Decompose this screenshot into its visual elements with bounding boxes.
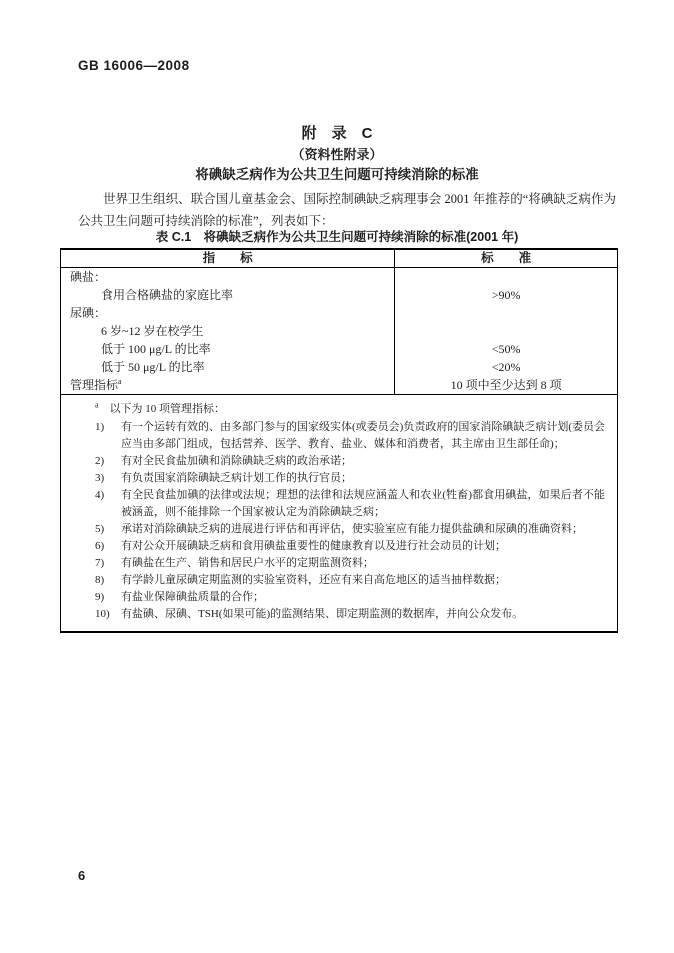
footnote-item: [95, 487, 605, 521]
indicator-cell: 食用合格碘盐的家庭比率: [61, 286, 395, 304]
indicator-cell: 尿碘：: [61, 304, 395, 322]
footnote-item-number: 3): [95, 472, 105, 484]
footnote-item: [95, 538, 605, 555]
footnote-item-number: 4): [95, 489, 105, 501]
footnote-item-number: 8): [95, 574, 105, 586]
table-caption: 表 C.1 将碘缺乏病作为公共卫生问题可持续消除的标准(2001 年): [155, 230, 519, 244]
footnote-item-text: 有盐业保障碘盐质量的合作；: [121, 591, 264, 603]
footnote-item-text: 有全民食盐加碘的法律或法规；理想的法律和法规应涵盖人和农业(牲畜)都食用碘盐，如果后者不能被涵盖，则不能排除一个国家被认定为消除碘缺乏病；: [121, 489, 605, 518]
standard-cell: <20%: [491, 360, 521, 374]
appendix-name: 将碘缺乏病作为公共卫生问题可持续消除的标准: [195, 167, 479, 182]
footnote-list: [95, 419, 605, 623]
standard-cell: 10 项中至少达到 8 项: [450, 378, 562, 392]
footnote-cell: [61, 395, 618, 633]
indicator-cell: 低于 100 μg/L 的比率: [61, 340, 395, 358]
footnote-item: [95, 419, 605, 453]
table-row: [61, 376, 618, 395]
standard-cell: >90%: [491, 288, 521, 302]
footnote-item-number: 1): [95, 421, 105, 433]
footnote-item-text: 有对公众开展碘缺乏病和食用碘盐重要性的健康教育以及进行社会动员的计划；: [121, 540, 506, 552]
table-row: [61, 340, 618, 358]
footnote-item-text: 有学龄儿童尿碘定期监测的实验室资料，还应有来自高危地区的适当抽样数据；: [121, 574, 506, 586]
footnote-row: [61, 395, 618, 633]
footnote-item-number: 9): [95, 591, 105, 603]
footnote-item-number: 7): [95, 557, 105, 569]
footnote-item-number: 6): [95, 540, 105, 552]
standard-cell: <50%: [491, 342, 521, 356]
footnote-item-number: 5): [95, 523, 105, 535]
table-body: [61, 268, 618, 395]
column-header-indicator: 指 标: [61, 249, 395, 268]
appendix-subtitle: （资料性附录）: [291, 147, 383, 162]
table-header: [61, 249, 618, 268]
standard-number: GB 16006—2008: [78, 58, 190, 73]
page-number: 6: [78, 868, 86, 883]
footnote-lead-text: 以下为 10 项管理指标：: [109, 403, 226, 415]
table-row: [61, 304, 618, 322]
standards-table: [60, 248, 618, 633]
footnote-item: [95, 521, 605, 538]
footnote-item: [95, 555, 605, 572]
footnote-item: [95, 470, 605, 487]
standard-cell: [395, 304, 618, 322]
intro-paragraph: 世界卫生组织、联合国儿童基金会、国际控制碘缺乏病理事会 2001 年推荐的“将碘缺乏病作为公共卫生问题可持续消除的标准”，列表如下：: [78, 192, 616, 228]
indicator-cell: 低于 50 μg/L 的比率: [61, 358, 395, 376]
indicator-cell: 6 岁~12 岁在校学生: [61, 322, 395, 340]
indicator-cell: 管理指标$^a$: [61, 376, 395, 395]
footnote-item-text: 有盐碘、尿碘、TSH(如果可能)的监测结果、即定期监测的数据库，并向公众发布。: [121, 608, 524, 620]
table-row: [61, 358, 618, 376]
footnote-item-text: 有对全民食盐加碘和消除碘缺乏病的政治承诺；: [121, 455, 352, 467]
table-footnote: [61, 395, 618, 633]
footnote-item-number: 2): [95, 455, 105, 467]
footnote-marker: a: [95, 400, 99, 410]
column-header-standard: 标 准: [395, 249, 618, 268]
footnote-item-text: 有一个运转有效的、由多部门参与的国家级实体(或委员会)负责政府的国家消除碘缺乏病计划(委员会应当由多部门组成，包括营养、医学、教育、盐业、媒体和消费者，其主席由卫生部任命)；: [121, 421, 605, 450]
standard-cell: [395, 268, 618, 287]
footnote-item: [95, 572, 605, 589]
table-row: [61, 322, 618, 340]
standard-cell: [395, 322, 618, 340]
header-row: [61, 249, 618, 268]
appendix-title: 附 录 C: [301, 125, 373, 142]
footnote-item: [95, 589, 605, 606]
footnote-item-number: 10): [95, 608, 110, 620]
indicator-cell: 碘盐：: [61, 268, 395, 287]
table-row: [61, 268, 618, 287]
footnote-item: [95, 606, 605, 623]
footnote-item-text: 承诺对消除碘缺乏病的进展进行评估和再评估，使实验室应有能力提供盐碘和尿碘的准确资料；: [121, 523, 583, 535]
footnote-item: [95, 453, 605, 470]
table-row: [61, 286, 618, 304]
footnote-item-text: 有负责国家消除碘缺乏病计划工作的执行官员；: [121, 472, 352, 484]
footnote-item-text: 有碘盐在生产、销售和居民户水平的定期监测资料；: [121, 557, 374, 569]
footnote-lead: [95, 401, 605, 418]
